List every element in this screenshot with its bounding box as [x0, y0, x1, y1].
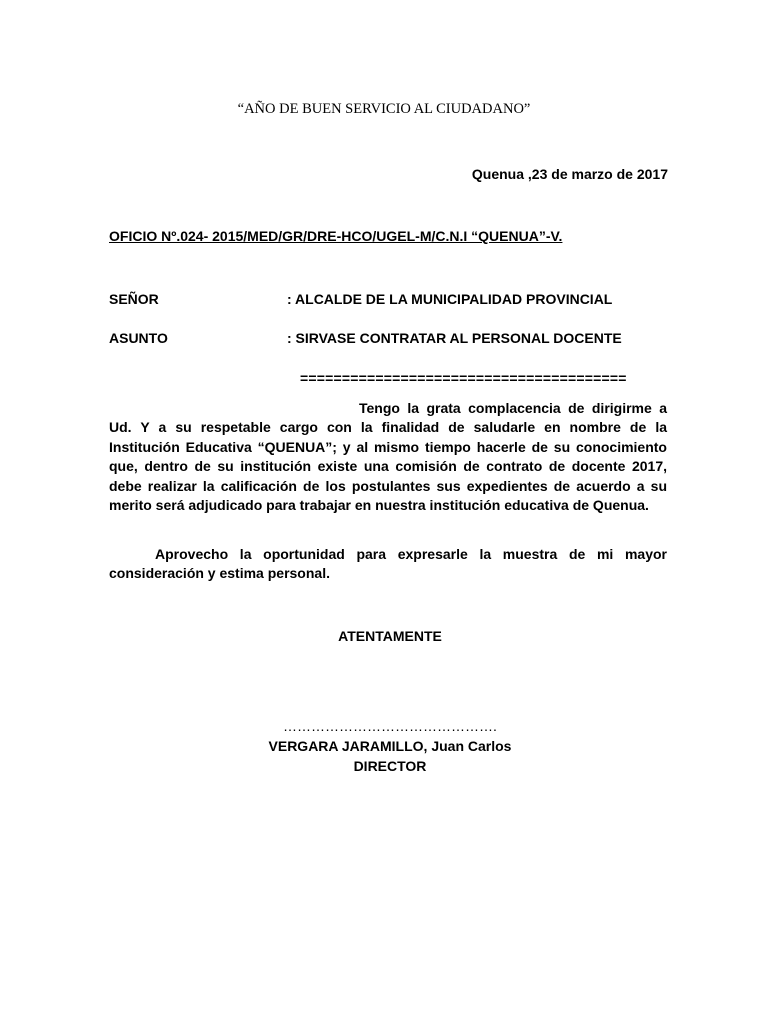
- oficio-reference: OFICIO Nº.024- 2015/MED/GR/DRE-HCO/UGEL-M/C.N.I “QUENUA”-V.: [109, 228, 563, 244]
- signature-line: ……………………………………….: [283, 718, 497, 734]
- asunto-value: : SIRVASE CONTRATAR AL PERSONAL DOCENTE: [287, 330, 622, 346]
- signer-title: DIRECTOR: [353, 758, 427, 774]
- asunto-label: ASUNTO: [109, 330, 168, 346]
- body-paragraph-1: [109, 399, 667, 515]
- signer-name: VERGARA JARAMILLO, Juan Carlos: [268, 738, 512, 754]
- senor-label: SEÑOR: [109, 291, 159, 307]
- document-title: “AÑO DE BUEN SERVICIO AL CIUDADANO”: [237, 101, 531, 117]
- senor-value: : ALCALDE DE LA MUNICIPALIDAD PROVINCIAL: [287, 291, 613, 307]
- paragraph-2-text: Aprovecho la oportunidad para expresarle la muestra de mi mayor consideración y estima personal.: [109, 546, 667, 582]
- document-date: Quenua ,23 de marzo de 2017: [471, 166, 668, 182]
- paragraph-1-text: Tengo la grata complacencia de dirigirme a Ud. Y a su respetable cargo con la finalidad de saludarle en nombre de la Institución Educativa “QUENUA”; y al mismo tiempo hacerle de su conocimiento que, dentro de su institución existe una comisión de contrato de docente 2017, debe realizar la calificación de los postulantes sus expedientes de acuerdo a su merito será adjudicado para trabajar en nuestra institución educativa de Quenua.: [109, 400, 667, 514]
- body-paragraph-2: [109, 545, 667, 584]
- closing-text: ATENTAMENTE: [338, 628, 442, 644]
- separator-line: =======================================: [300, 370, 627, 386]
